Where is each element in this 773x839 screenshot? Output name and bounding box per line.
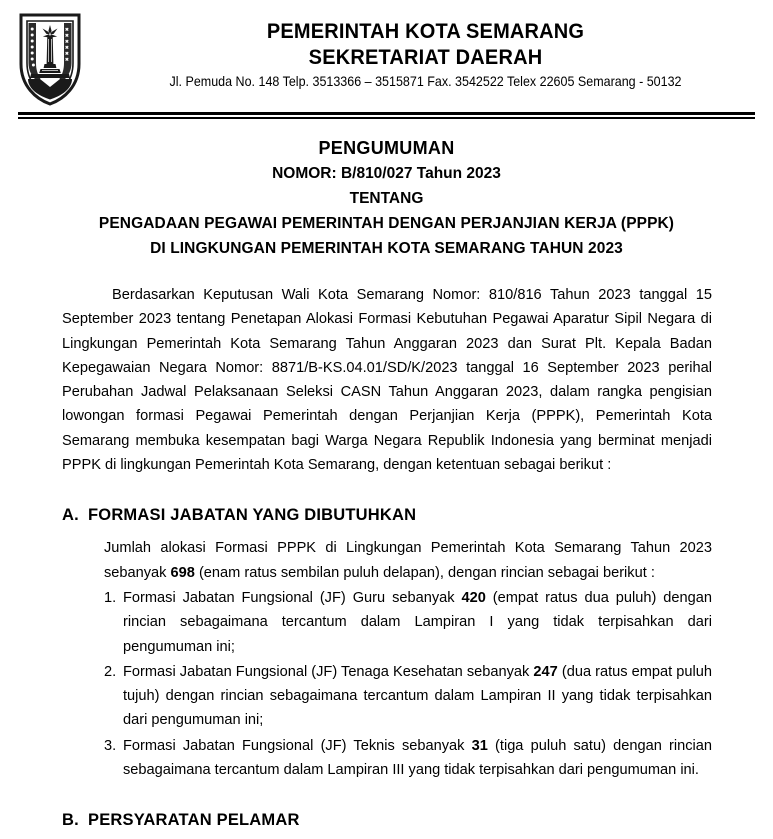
- item-count: 420: [461, 589, 486, 606]
- department-name: SEKRETARIAT DAERAH: [308, 45, 543, 69]
- section-b-heading: [62, 808, 712, 832]
- formation-total-count: 698: [170, 564, 195, 581]
- page-title: PENGUMUMAN: [318, 138, 455, 158]
- item-text-after: (empat ratus dua puluh) dengan rincian sebagaimana tercantum dalam Lampiran I yang tidak terpisahkan dari pengumuman ini;: [123, 589, 712, 655]
- formation-intro-after: (enam ratus sembilan puluh delapan), dengan rincian sebagai berikut :: [194, 564, 655, 581]
- announcement-title-block: [0, 136, 773, 261]
- section-b-title: PERSYARATAN PELAMAR: [88, 811, 300, 830]
- list-item: [104, 734, 712, 783]
- letterhead-text: [96, 18, 755, 92]
- document-body: [0, 283, 773, 832]
- list-item-number: 2.: [104, 663, 117, 680]
- item-text-before: Formasi Jabatan Fungsional (JF) Tenaga Kesehatan sebanyak: [123, 663, 534, 680]
- formation-intro-before: Jumlah alokasi Formasi PPPK di Lingkungan Pemerintah Kota Semarang Tahun 2023 sebanyak: [104, 540, 712, 581]
- announcement-number: NOMOR: B/810/027 Tahun 2023: [272, 165, 501, 182]
- item-text-after: (dua ratus empat puluh tujuh) dengan rincian sebagaimana tercantum dalam Lampiran II yang tidak terpisahkan dari pengumuman ini;: [123, 663, 713, 729]
- section-a-heading: [62, 503, 712, 527]
- item-text-after: (tiga puluh satu) dengan rincian sebagaimana tercantum dalam Lampiran III yang tidak terpisahkan dari pengumuman ini.: [123, 737, 712, 779]
- list-item-text: [123, 586, 712, 659]
- address-line: Jl. Pemuda No. 148 Telp. 3513366 – 3515871 Fax. 3542522 Telex 22605 Semarang - 50132: [169, 74, 682, 89]
- list-item-number: 1.: [104, 589, 117, 606]
- semarang-city-crest-icon: [18, 12, 82, 106]
- item-count: 31: [471, 737, 488, 754]
- list-item-text: [123, 660, 712, 733]
- announcement-subject-line-1: PENGADAAN PEGAWAI PEMERINTAH DENGAN PERJANJIAN KERJA (PPPK): [98, 215, 675, 232]
- item-count: 247: [533, 663, 558, 680]
- government-name: PEMERINTAH KOTA SEMARANG: [266, 19, 585, 43]
- formation-total-paragraph: [104, 536, 712, 585]
- formation-list: [104, 586, 712, 782]
- list-item: [104, 660, 712, 733]
- item-text-before: Formasi Jabatan Fungsional (JF) Guru sebanyak: [123, 589, 462, 606]
- section-b-letter: B.: [62, 811, 79, 830]
- header-divider: [18, 112, 755, 120]
- item-text-before: Formasi Jabatan Fungsional (JF) Teknis sebanyak: [123, 737, 472, 754]
- tentang-label: TENTANG: [349, 190, 424, 207]
- divider-thin-line: [18, 117, 755, 119]
- announcement-subject-line-2: DI LINGKUNGAN PEMERINTAH KOTA SEMARANG TAHUN 2023: [150, 240, 623, 257]
- letterhead: [0, 0, 773, 108]
- list-item-number: 3.: [104, 737, 117, 754]
- opening-paragraph: Berdasarkan Keputusan Wali Kota Semarang Nomor: 810/816 Tahun 2023 tanggal 15 September 2023 tentang Penetapan Alokasi Formasi Kebutuhan Pegawai Aparatur Sipil Negara di Lingkungan Pemerintah Kota Semarang Tahun Anggaran 2023 dan Surat Plt. Kepala Badan Kepegawaian Negara Nomor: 8871/B-KS.04.01/SD/K/2023 tanggal 16 September 2023 perihal Perubahan Jadwal Pelaksanaan Seleksi CASN Tahun Anggaran 2023, dalam rangka pengisian lowongan formasi Pegawai Pemerintah dengan Perjanjian Kerja (PPPK), Pemerintah Kota Semarang membuka kesempatan bagi Warga Negara Republik Indonesia yang berminat menjadi PPPK di lingkungan Pemerintah Kota Semarang, dengan ketentuan sebagai berikut :: [62, 287, 712, 474]
- section-a-title: FORMASI JABATAN YANG DIBUTUHKAN: [88, 506, 417, 525]
- list-item: [104, 586, 712, 659]
- section-a-letter: A.: [62, 506, 79, 525]
- section-a-content: [62, 536, 712, 782]
- list-item-text: [123, 734, 712, 783]
